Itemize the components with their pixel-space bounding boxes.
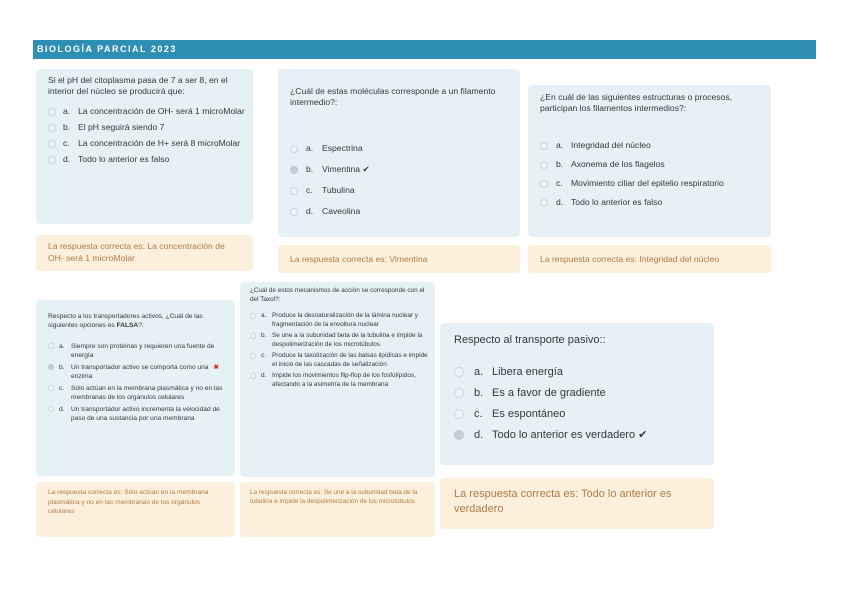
question-card-2 <box>278 69 520 237</box>
radio-button[interactable] <box>250 373 256 379</box>
option-d[interactable] <box>540 197 763 208</box>
option-label: Sólo actúan en la membrana plasmática y no en las membranas de los orgánulos celulares <box>71 385 223 401</box>
option-letter: d. <box>261 372 267 379</box>
option-label: Axonema de los flagelos <box>571 159 665 169</box>
check-icon: ✔ <box>638 429 648 441</box>
option-letter: a. <box>556 140 564 150</box>
radio-button[interactable] <box>290 187 298 195</box>
option-letter: d. <box>474 429 484 441</box>
correct-answer-feedback: La respuesta correcta es: Integridad del núcleo <box>528 245 771 273</box>
radio-button[interactable] <box>48 124 56 132</box>
radio-button-selected[interactable] <box>454 430 464 440</box>
radio-button[interactable] <box>48 343 54 349</box>
radio-button[interactable] <box>48 406 54 412</box>
option-a[interactable] <box>290 143 510 154</box>
radio-button[interactable] <box>540 142 548 150</box>
option-letter: d. <box>556 197 564 207</box>
option-label: La concentración de H+ será 8 microMolar <box>78 138 241 148</box>
option-letter: c. <box>63 138 70 148</box>
options-list <box>48 106 245 165</box>
option-letter: c. <box>306 185 313 195</box>
radio-button[interactable] <box>454 409 464 419</box>
radio-button[interactable] <box>290 145 298 153</box>
option-label: Impide los movimientos flip-flop de los fosfolípidos, afectando a la asimetría de la membrana <box>272 372 416 388</box>
question-text: ¿Cuál de estos mecanismos de acción se corresponde con el del Taxol?: <box>250 287 425 303</box>
option-letter: b. <box>306 164 314 174</box>
option-letter: d. <box>59 406 65 413</box>
correct-answer-feedback: La respuesta correcta es: Se une a la subunidad beta de la tubulina e impide la despolimerización de los microtúbulos <box>240 482 435 537</box>
option-a[interactable] <box>250 312 429 329</box>
options-list <box>250 312 429 389</box>
option-letter: b. <box>59 364 65 371</box>
option-b[interactable] <box>454 386 704 400</box>
question-text: Respecto al transporte pasivo:: <box>454 334 606 346</box>
option-label: Libera energía <box>492 366 563 378</box>
option-letter: b. <box>556 159 564 169</box>
radio-button[interactable] <box>48 140 56 148</box>
option-label: Produce la desnaturalización de la lámina nuclear y fragmentación de la envoltura nuclear <box>272 312 419 328</box>
option-c[interactable] <box>540 178 763 189</box>
option-label: El pH seguirá siendo 7 <box>78 122 165 132</box>
option-label: La concentración de OH- será 1 microMolar <box>78 106 245 116</box>
option-c[interactable] <box>290 185 510 196</box>
question-card-6 <box>440 323 714 465</box>
option-label: Es a favor de gradiente <box>492 387 606 399</box>
radio-button[interactable] <box>250 353 256 359</box>
radio-button[interactable] <box>540 199 548 207</box>
option-letter: c. <box>261 352 266 359</box>
option-d[interactable] <box>290 206 510 217</box>
option-letter: a. <box>63 106 71 116</box>
option-c[interactable] <box>250 352 429 369</box>
option-label: Tubulina <box>322 185 355 195</box>
option-d[interactable] <box>48 405 229 423</box>
option-letter: a. <box>59 343 65 350</box>
radio-button[interactable] <box>48 108 56 116</box>
option-label: Movimiento ciliar del epitelio respiratorio <box>571 178 724 188</box>
question-card-5 <box>240 282 435 477</box>
question-card-3 <box>528 85 771 237</box>
radio-button[interactable] <box>250 333 256 339</box>
options-list <box>454 365 704 442</box>
option-letter: b. <box>474 387 484 399</box>
option-c[interactable] <box>48 384 229 402</box>
option-d[interactable] <box>454 428 704 442</box>
option-letter: a. <box>261 312 267 319</box>
correct-answer-feedback: La respuesta correcta es: Todo lo anterior es verdadero <box>440 478 714 529</box>
question-text <box>48 312 229 330</box>
options-list <box>48 342 229 423</box>
options-list <box>290 143 510 217</box>
option-letter: b. <box>63 122 71 132</box>
radio-button[interactable] <box>48 156 56 164</box>
option-label: Un transportador activo incrementa la velocidad de paso de una sustancia por una membrana <box>71 406 220 422</box>
option-letter: d. <box>63 154 71 164</box>
option-letter: d. <box>306 206 314 216</box>
correct-answer-feedback: La respuesta correcta es: La concentración de OH- será 1 microMolar <box>36 235 253 271</box>
option-b[interactable] <box>250 332 429 349</box>
option-letter: c. <box>556 178 563 188</box>
question-text: Si el pH del citoplasma pasa de 7 a ser 8, en el interior del núcleo se producirá que: <box>48 75 228 96</box>
option-b[interactable] <box>48 363 229 381</box>
question-text: ¿En cuál de las siguientes estructuras o procesos, participan los filamentos intermedios?: <box>540 92 733 113</box>
question-card-4 <box>36 300 235 476</box>
option-label: Todo lo anterior es falso <box>571 197 663 207</box>
question-prefix: Respecto a los transportadores activos, ¿Cuál de las siguientes opciones es <box>48 313 203 329</box>
radio-button[interactable] <box>454 367 464 377</box>
radio-button[interactable] <box>454 388 464 398</box>
question-emphasis: FALSA <box>116 322 139 329</box>
radio-button[interactable] <box>540 180 548 188</box>
option-a[interactable] <box>540 140 763 151</box>
option-label: Produce la taxolización de las balsas lipídicas e impide el inicio de las cascadas de señalización <box>272 352 428 368</box>
option-a[interactable] <box>48 342 229 360</box>
question-text: ¿Cuál de estas moléculas corresponde a un filamento intermedio?: <box>290 86 496 107</box>
option-label: Todo lo anterior es falso <box>78 154 170 164</box>
question-suffix: ?: <box>138 322 144 329</box>
option-label: Se une a la subunidad beta de la tubulina e impide la despolimerización de los microtúbulos <box>272 332 423 348</box>
option-label: Es espontáneo <box>492 408 566 420</box>
check-icon: ✔ <box>362 164 370 174</box>
options-list <box>540 140 763 208</box>
option-d[interactable] <box>250 372 429 389</box>
correct-answer-feedback: La respuesta correcta es: Sólo actúan en la membrana plasmática y no en las membranas de los orgánulos celulares <box>36 482 235 537</box>
option-letter: a. <box>474 366 484 378</box>
option-label: Siempre son proteínas y requieren una fuente de energía <box>71 343 215 359</box>
radio-button[interactable] <box>48 385 54 391</box>
option-label: Un transportador activo se comporta como una enzima <box>71 364 209 380</box>
option-letter: b. <box>261 332 267 339</box>
option-label: Todo lo anterior es verdadero <box>492 429 636 441</box>
option-d[interactable] <box>48 154 245 165</box>
option-label: Espectrina <box>322 143 363 153</box>
option-label: Vimentina <box>322 164 361 174</box>
page-title: BIOLOGÍA PARCIAL 2023 <box>33 40 816 59</box>
option-a[interactable] <box>454 365 704 379</box>
option-label: Integridad del núcleo <box>571 140 651 150</box>
radio-button[interactable] <box>290 208 298 216</box>
option-a[interactable] <box>48 106 245 117</box>
cross-icon: ✖ <box>213 364 219 371</box>
option-letter: c. <box>474 408 483 420</box>
option-letter: a. <box>306 143 314 153</box>
correct-answer-feedback: La respuesta correcta es: Vimentina <box>278 245 520 273</box>
question-card-1 <box>36 69 253 224</box>
option-c[interactable] <box>48 138 245 149</box>
radio-button[interactable] <box>250 313 256 319</box>
option-b[interactable] <box>48 122 245 133</box>
option-c[interactable] <box>454 407 704 421</box>
option-letter: c. <box>59 385 65 392</box>
radio-button-selected[interactable] <box>48 364 54 370</box>
radio-button-selected[interactable] <box>290 166 298 174</box>
option-label: Caveolina <box>322 206 361 216</box>
radio-button[interactable] <box>540 161 548 169</box>
option-b[interactable] <box>540 159 763 170</box>
option-b[interactable] <box>290 164 510 175</box>
